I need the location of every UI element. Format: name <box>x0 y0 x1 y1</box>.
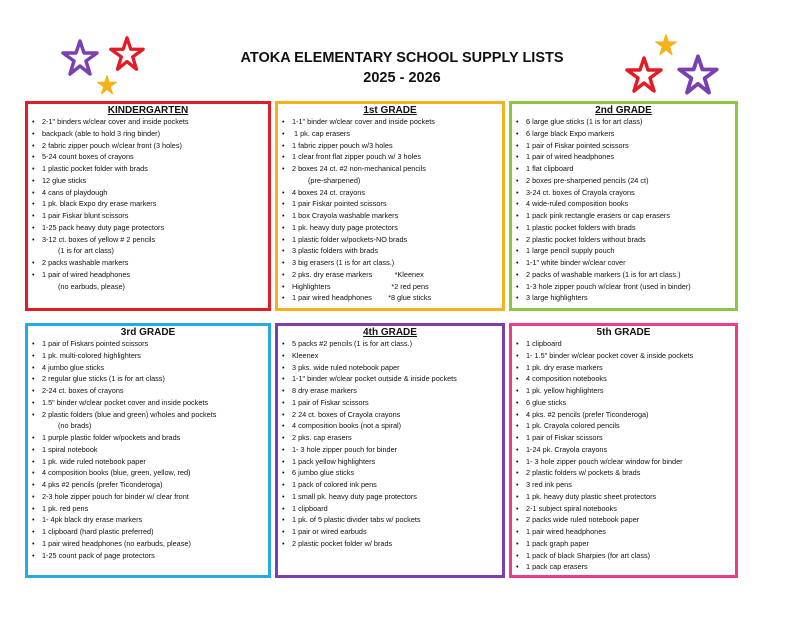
list-item: • 2 boxes 24 ct. #2 non-mechanical pencils <box>282 163 502 175</box>
second-grade-list <box>509 101 738 311</box>
list-item: • 1 plastic pocket folder with brads <box>32 163 268 175</box>
list-item: • 2-24 ct. boxes of crayons <box>32 385 268 397</box>
list-item: • 1 clipboard <box>516 338 735 350</box>
list-item: • 4 cans of playdough <box>32 187 268 199</box>
list-item: • 2 24 ct. boxes of Crayola crayons <box>282 409 502 421</box>
list-item: • 1 pk. Crayola colored pencils <box>516 420 735 432</box>
list-item: • 2 pks. cap erasers <box>282 432 502 444</box>
list-item: • 2 boxes pre-sharpened pencils (24 ct) <box>516 175 735 187</box>
first-grade-list <box>275 101 505 311</box>
list-item: • 1 pack of colored ink pens <box>282 479 502 491</box>
list-item: • 1 pair of wired headphones <box>32 269 268 281</box>
list-item: • 2 plastic folders (blue and green) w/holes and pockets <box>32 409 268 421</box>
list-item: • 3 red ink pens <box>516 479 735 491</box>
list-item: • 1 purple plastic folder w/pockets and brads <box>32 432 268 444</box>
list-item: • 1- 3 hole zipper pouch for binder <box>282 444 502 456</box>
list-item-note: (1 is for art class) <box>58 246 114 256</box>
list-item: • 3-24 ct. boxes of Crayola crayons <box>516 187 735 199</box>
list-item: • 4 composition books (not a spiral) <box>282 420 502 432</box>
list-item: • 5-24 count boxes of crayons <box>32 151 268 163</box>
list-item: • 1 pair wired headphones <box>516 526 735 538</box>
list-item: • 3 big erasers (1 is for art class.) <box>282 257 502 269</box>
list-item: • 2 plastic pocket folder w/ brads <box>282 538 502 550</box>
list-item: • 1 pk. dry erase markers <box>516 362 735 374</box>
list-item: • 2 packs of washable markers (1 is for art class.) <box>516 269 735 281</box>
grade-heading: 3rd GRADE <box>120 327 176 338</box>
list-item: • 1 spiral notebook <box>32 444 268 456</box>
list-item: • 1 clear front flat zipper pouch w/ 3 holes <box>282 151 502 163</box>
list-item: • 1 pack pink rectangle erasers or cap erasers <box>516 210 735 222</box>
list-item: • 1 pack graph paper <box>516 538 735 550</box>
list-item: • 1 flat clipboard <box>516 163 735 175</box>
list-item: • 2 regular glue sticks (1 is for art class) <box>32 373 268 385</box>
page-title: ATOKA ELEMENTARY SCHOOL SUPPLY LISTS <box>240 50 564 66</box>
grade-heading: 1st GRADE <box>363 105 417 116</box>
list-item: • 1 plastic folder w/pockets-NO brads <box>282 234 502 246</box>
school-year: 2025 - 2026 <box>363 70 441 86</box>
grade-heading: KINDERGARTEN <box>107 105 189 116</box>
list-item: • 1-1" binder w/clear cover and inside pockets <box>282 116 502 128</box>
list-item: • 1 plastic pocket folders with brads <box>516 222 735 234</box>
fourth-grade-list <box>275 323 505 578</box>
third-grade-list <box>25 323 271 578</box>
list-item: • 1 pk. cap erasers <box>282 128 502 140</box>
list-item: • 3 large highlighters <box>516 292 735 304</box>
list-item: • 1-24 pk. Crayola crayons <box>516 444 735 456</box>
list-item: • 6 glue sticks <box>516 397 735 409</box>
list-item: • 2 plastic folders w/ pockets & brads <box>516 467 735 479</box>
list-item: • 1 pack of black Sharpies (for art class) <box>516 550 735 562</box>
list-item: • 2 plastic pocket folders without brads <box>516 234 735 246</box>
list-item: • 4 composition books (blue, green, yellow, red) <box>32 467 268 479</box>
list-item: • 3 plastic folders with brads <box>282 245 502 257</box>
list-item: • 12 glue sticks <box>32 175 268 187</box>
list-item-note: (no brads) <box>58 421 92 431</box>
list-item: • 1-25 count pack of page protectors <box>32 550 268 562</box>
list-item: • 1 pk. of 5 plastic divider tabs w/ pockets <box>282 514 502 526</box>
list-item: • 1 pk. yellow highlighters <box>516 385 735 397</box>
list-item: • 3-12 ct. boxes of yellow # 2 pencils <box>32 234 268 246</box>
list-item: • 2 packs wide ruled notebook paper <box>516 514 735 526</box>
list-item: • 1 pair of Fiskars pointed scissors <box>32 338 268 350</box>
list-item: • 4 pks. #2 pencils (prefer Ticonderoga) <box>516 409 735 421</box>
list-item: • 8 dry erase markers <box>282 385 502 397</box>
list-item: • 1 clipboard <box>282 503 502 515</box>
list-item: • 6 large glue sticks (1 is for art class) <box>516 116 735 128</box>
list-item: • 1- 1.5" binder w/clear pocket cover & inside pockets <box>516 350 735 362</box>
list-item: • 1-3 hole zipper pouch w/clear front (used in binder) <box>516 281 735 293</box>
list-item-note: (pre-sharpened) <box>308 175 361 185</box>
list-item: • 1 box Crayola washable markers <box>282 210 502 222</box>
list-item: • 1 pair of Fiskar scissors <box>516 432 735 444</box>
list-item: • 2-1" binders w/clear cover and inside pockets <box>32 116 268 128</box>
list-item: • 1 pair wired headphones (no earbuds, please) <box>32 538 268 550</box>
list-item: • 1 pair wired headphones *8 glue sticks <box>282 292 502 304</box>
list-item: • 1- 4pk black dry erase markers <box>32 514 268 526</box>
list-item: • 4 jumbo glue sticks <box>32 362 268 374</box>
list-item: • 4 pks #2 pencils (prefer Ticonderoga) <box>32 479 268 491</box>
list-item: • 6 jumbo glue sticks <box>282 467 502 479</box>
list-item: • 1 pk. heavy duty page protectors <box>282 222 502 234</box>
list-item: • 1 pack cap erasers <box>516 561 735 573</box>
list-item: • 5 packs #2 pencils (1 is for art class.) <box>282 338 502 350</box>
list-item: • 1 pk. black Expo dry erase markers <box>32 198 268 210</box>
list-item: • 2-3 hole zipper pouch for binder w/ clear front <box>32 491 268 503</box>
grade-heading: 4th GRADE <box>363 327 417 338</box>
list-item: • 1 small pk. heavy duty page protectors <box>282 491 502 503</box>
list-item: • 1-1" white binder w/clear cover <box>516 257 735 269</box>
grade-heading: 2nd GRADE <box>595 105 652 116</box>
list-item-note: (no earbuds, please) <box>58 281 125 291</box>
list-item: • 4 composition notebooks <box>516 373 735 385</box>
list-item: • 1.5" binder w/clear pocket cover and inside pockets <box>32 397 268 409</box>
list-item: • 1 pk. multi-colored highlighters <box>32 350 268 362</box>
list-item: • 1 pair of wired headphones <box>516 151 735 163</box>
list-item: • 1 pair Fiskar pointed scissors <box>282 198 502 210</box>
list-item: • 1- 3 hole zipper pouch w/clear window for binder <box>516 456 735 468</box>
list-item: • 1 fabric zipper pouch w/3 holes <box>282 140 502 152</box>
list-item: • 1 pair Fiskar blunt scissors <box>32 210 268 222</box>
list-item: • 6 large black Expo markers <box>516 128 735 140</box>
list-item: • 1 pk. red pens <box>32 503 268 515</box>
list-item: • 1 clipboard (hard plastic preferred) <box>32 526 268 538</box>
list-item: • 4 boxes 24 ct. crayons <box>282 187 502 199</box>
list-item: • Kleenex <box>282 350 502 362</box>
list-item: • 2 packs washable markers <box>32 257 268 269</box>
fifth-grade-list <box>509 323 738 578</box>
list-item: • 3 pks. wide ruled notebook paper <box>282 362 502 374</box>
list-item: • Highlighters *2 red pens <box>282 281 502 293</box>
list-item: • 2 pks. dry erase markers *Kleenex <box>282 269 502 281</box>
list-item: • 1 pk. heavy duty plastic sheet protectors <box>516 491 735 503</box>
list-item: • 4 wide-ruled composition books <box>516 198 735 210</box>
grade-heading: 5th GRADE <box>596 327 651 338</box>
list-item: • 1 pair of Fiskar scissors <box>282 397 502 409</box>
list-item: • backpack (able to hold 3 ring binder) <box>32 128 268 140</box>
list-item: • 1 pk. wide ruled notebook paper <box>32 456 268 468</box>
list-item: • 1 pack yellow highlighters <box>282 456 502 468</box>
list-item: • 1 large pencil supply pouch <box>516 245 735 257</box>
kindergarten-list <box>25 101 271 311</box>
list-item: • 1 pair of Fiskar pointed scissors <box>516 140 735 152</box>
list-item: • 2-1 subject spiral notebooks <box>516 503 735 515</box>
list-item: • 1-1" binder w/clear pocket outside & inside pockets <box>282 373 502 385</box>
list-item: • 2 fabric zipper pouch w/clear front (3 holes) <box>32 140 268 152</box>
list-item: • 1-25 pack heavy duty page protectors <box>32 222 268 234</box>
list-item: • 1 pair or wired earbuds <box>282 526 502 538</box>
